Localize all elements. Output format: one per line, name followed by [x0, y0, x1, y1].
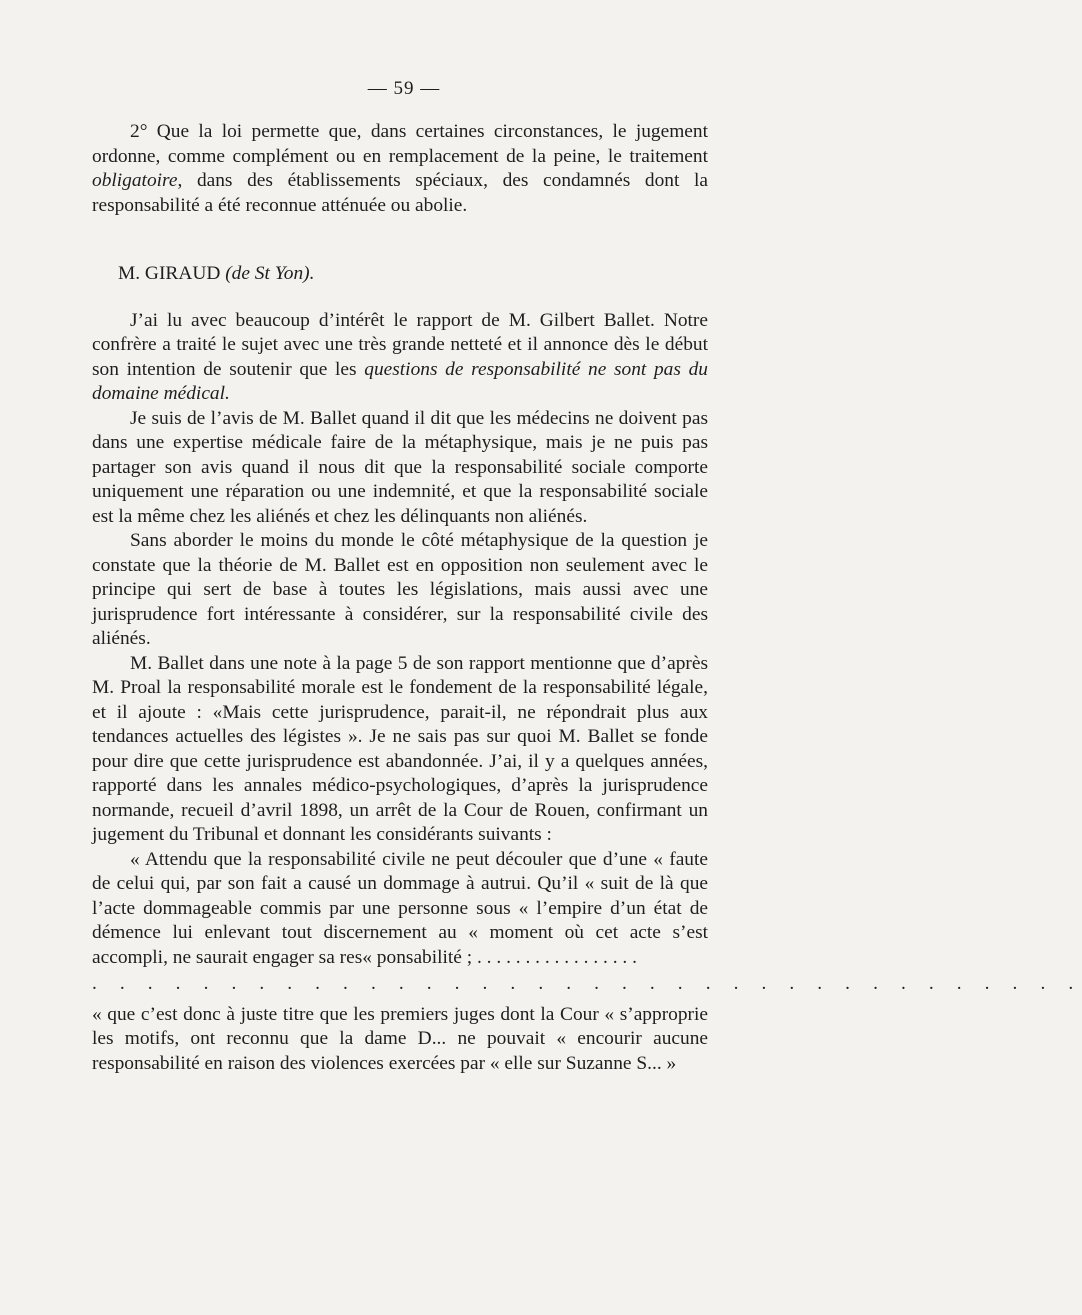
paragraph-recommendation	[92, 120, 708, 218]
p2-emphasis: questions de responsabilité ne sont pas du domaine médical.	[92, 358, 708, 404]
speaker-name: M. GIRAUD	[118, 263, 221, 284]
p1-emphasis: obligatoire	[92, 170, 178, 191]
paragraph-theory: Sans aborder le moins du monde le côté métaphysique de la question je constate que la théorie de M. Ballet est en opposition non seulement avec le principe qui sert de base à toutes les législations, mais aussi avec une jurisprudence fort intéressante à considérer, sur la responsabilité civile des aliénés.	[92, 530, 708, 649]
paragraph-intro-remarks	[92, 309, 708, 407]
page-number: — 59 —	[367, 78, 441, 99]
quotation-part-1: « Attendu que la responsabilité civile ne peut découler que d’une « faute de celui qui, par son fait a causé un dommage à autrui. Qu’il « suit de là que l’acte dommageable commis par une personne sous « l’empire d’un état de démence lui enlevant tout discernement au « moment où cet acte s’est accompli, ne saurait engager sa res« ponsabilité ; . . . . . . . . . . . . . . . . .	[92, 848, 708, 968]
p2-text-a: J’ai lu avec beaucoup d’intérêt le rapport de M. Gilbert Ballet. Notre confrère a traité le sujet avec une très grande netteté et il annonce dès le début son intention de soutenir que les	[92, 309, 708, 380]
speaker-affiliation: (de St Yon).	[225, 263, 315, 284]
speaker-heading	[92, 262, 708, 287]
p1-text-b: , dans des établissements spéciaux, des condamnés dont la responsabilité a été reconnue atténuée ou abolie.	[92, 170, 708, 216]
ellipsis-line: . . . . . . . . . . . . . . . . . . . . . . . . . . . . . . . . . . . .	[92, 973, 1082, 994]
quotation-part-2: « que c’est donc à juste titre que les premiers juges dont la Cour « s’approprie les motifs, ont reconnu que la dame D... ne pouvait « encourir aucune responsabilité en raison des violences exercées par « elle sur Suzanne S... »	[92, 1003, 708, 1074]
paragraph-jurisprudence: M. Ballet dans une note à la page 5 de son rapport mentionne que d’après M. Proal la responsabilité morale est le fondement de la responsabilité légale, et il ajoute : «Mais cette jurisprudence, parait-il, ne répondrait plus aux tendances actuelles des légistes ». Je ne sais pas sur quoi M. Ballet se fonde pour dire que cette jurisprudence est abandonnée. J’ai, il y a quelques années, rapporté dans les annales médico-psychologiques, d’après la jurisprudence normande, recueil d’avril 1898, un arrêt de la Cour de Rouen, confirmant un jugement du Tribunal et donnant les considérants suivants :	[92, 652, 708, 845]
p1-text-a: 2° Que la loi permette que, dans certaines circonstances, le jugement ordonne, comme complément ou en remplacement de la peine, le traitement	[92, 121, 708, 167]
paragraph-opinion: Je suis de l’avis de M. Ballet quand il dit que les médecins ne doivent pas dans une expertise médicale faire de la métaphysique, mais je ne puis pas partager son avis quand il nous dit que la responsabilité sociale comporte uniquement une réparation ou une indemnité, et que la responsabilité sociale est la même chez les aliénés et chez les délinquants non aliénés.	[92, 407, 708, 527]
